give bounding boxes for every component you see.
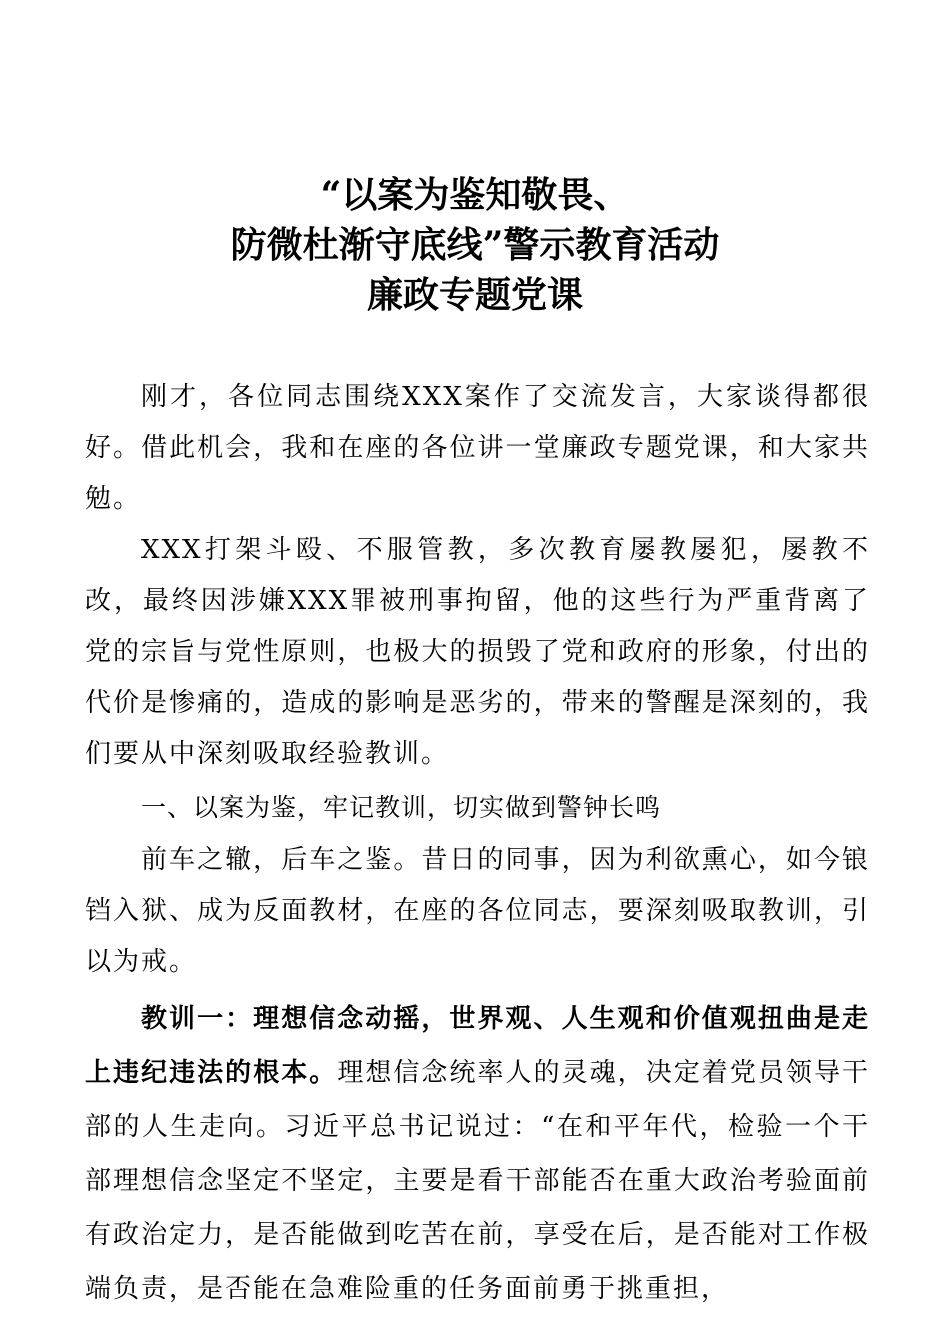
document-body [85, 372, 870, 1316]
body-paragraph: 刚才，各位同志围绕XXX案作了交流发言，大家谈得都很好。借此机会，我和在座的各位讲一堂廉政专题党课，和大家共勉。 [85, 382, 870, 514]
lesson-lead-bold: 教训一：理想信念动摇，世界观、人生观和价值观扭曲是走上违纪违法的根本。 [85, 1004, 870, 1088]
document-title [0, 170, 950, 320]
body-paragraph: XXX打架斗殴、不服管教，多次教育屡教屡犯，屡教不改，最终因涉嫌XXX罪被刑事拘留，他的这些行为严重背离了党的宗旨与党性原则，也极大的损毁了党和政府的形象，付出的代价是惨痛的，造成的影响是恶劣的，带来的警醒是深刻的，我们要从中深刻吸取经验教训。 [85, 535, 870, 769]
body-paragraph: 前车之辙，后车之鉴。昔日的同事，因为利欲熏心，如今锒铛入狱、成为反面教材，在座的各位同志，要深刻吸取教训，引以为戒。 [85, 845, 870, 977]
title-line: 廉政专题党课 [366, 274, 583, 316]
body-paragraph-lesson [85, 992, 870, 1316]
section-heading: 一、以案为鉴，牢记教训，切实做到警钟长鸣 [141, 793, 662, 822]
lesson-text: 理想信念统率人的灵魂，决定着党员领导干部的人生走向。习近平总书记说过：“在和平年代，检验一个干部理想信念坚定不坚定，主要是看干部能否在重大政治考验面前有政治定力，是否能做到吃苦在前，享受在后，是否能对工作极端负责，是否能在急难险重的任务面前勇于挑重担， [85, 1058, 870, 1304]
title-line: “以案为鉴知敬畏、 [320, 174, 630, 216]
title-line: 防微杜渐守底线”警示教育活动 [230, 224, 720, 266]
